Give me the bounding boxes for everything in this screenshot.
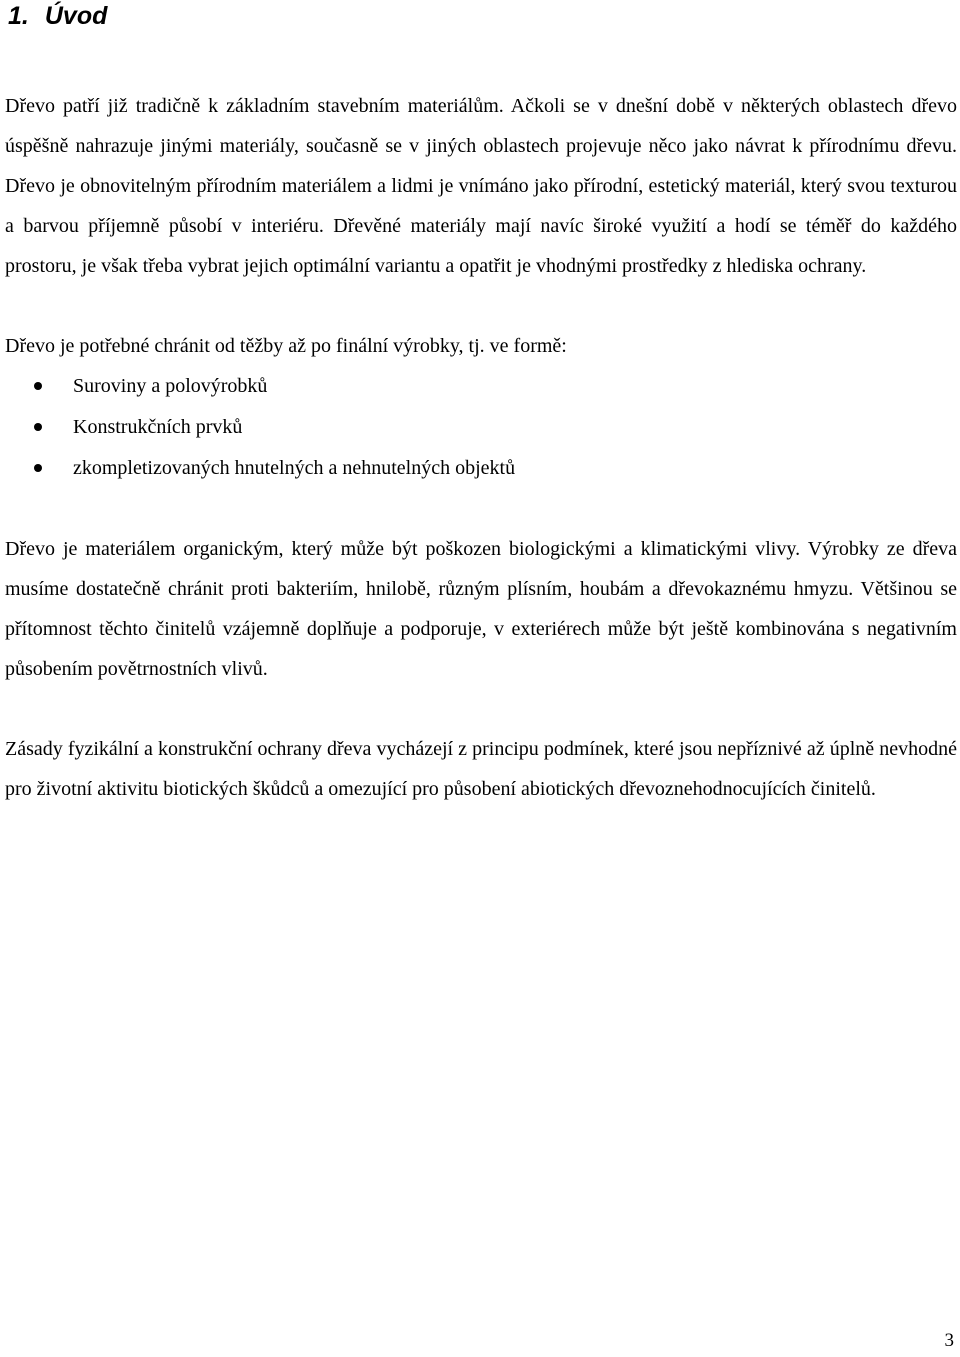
paragraph-gap	[5, 689, 957, 729]
paragraph-intro: Dřevo patří již tradičně k základním stavebním materiálům. Ačkoli se v dnešní době v některých oblastech dřevo úspěšně nahrazuje jinými materiály, současně se v jiných oblastech projevuje něco jako návrat k přírodnímu dřevu. Dřevo je obnovitelným přírodním materiálem a lidmi je vnímáno jako přírodní, estetický materiál, který svou texturou a barvou příjemně působí v interiéru. Dřevěné materiály mají navíc široké využití a hodí se téměř do každého prostoru, je však třeba vybrat jejich optimální variantu a opatřit je vhodnými prostředky z hlediska ochrany.	[5, 95, 957, 277]
list-item	[5, 407, 957, 448]
section-number: 1.	[8, 2, 29, 30]
bullet-icon	[34, 382, 42, 390]
paragraph-protection-lead: Dřevo je potřebné chránit od těžby až po finální výrobky, tj. ve formě:	[5, 335, 567, 357]
section-title: Úvod	[44, 2, 108, 30]
paragraph-gap	[5, 489, 957, 529]
bullet-icon	[34, 464, 42, 472]
list-item-text: Konstrukčních prvků	[73, 416, 243, 438]
section-heading	[8, 0, 107, 32]
bullet-icon	[34, 423, 42, 431]
document-body	[5, 86, 957, 809]
list-item-text: zkompletizovaných hnutelných a nehnutelných objektů	[73, 457, 516, 479]
list-item	[5, 366, 957, 407]
list-item	[5, 448, 957, 489]
paragraph-principles: Zásady fyzikální a konstrukční ochrany dřeva vycházejí z principu podmínek, které jsou nepříznivé až úplně nevhodné pro životní aktivitu biotických škůdců a omezující pro působení abiotických dřevoznehodnocujících činitelů.	[5, 738, 957, 800]
paragraph-gap	[5, 286, 957, 326]
paragraph-organic-material: Dřevo je materiálem organickým, který může být poškozen biologickými a klimatickými vlivy. Výrobky ze dřeva musíme dostatečně chránit proti bakteriím, hnilobě, různým plísním, houbám a dřevokaznému hmyzu. Většinou se přítomnost těchto činitelů vzájemně doplňuje a podporuje, v exteriérech může být ještě kombinována s negativním působením povětrnostních vlivů.	[5, 538, 957, 680]
page-number: 3	[944, 1330, 954, 1351]
protection-forms-list	[5, 366, 957, 489]
list-item-text: Suroviny a polovýrobků	[73, 375, 268, 397]
